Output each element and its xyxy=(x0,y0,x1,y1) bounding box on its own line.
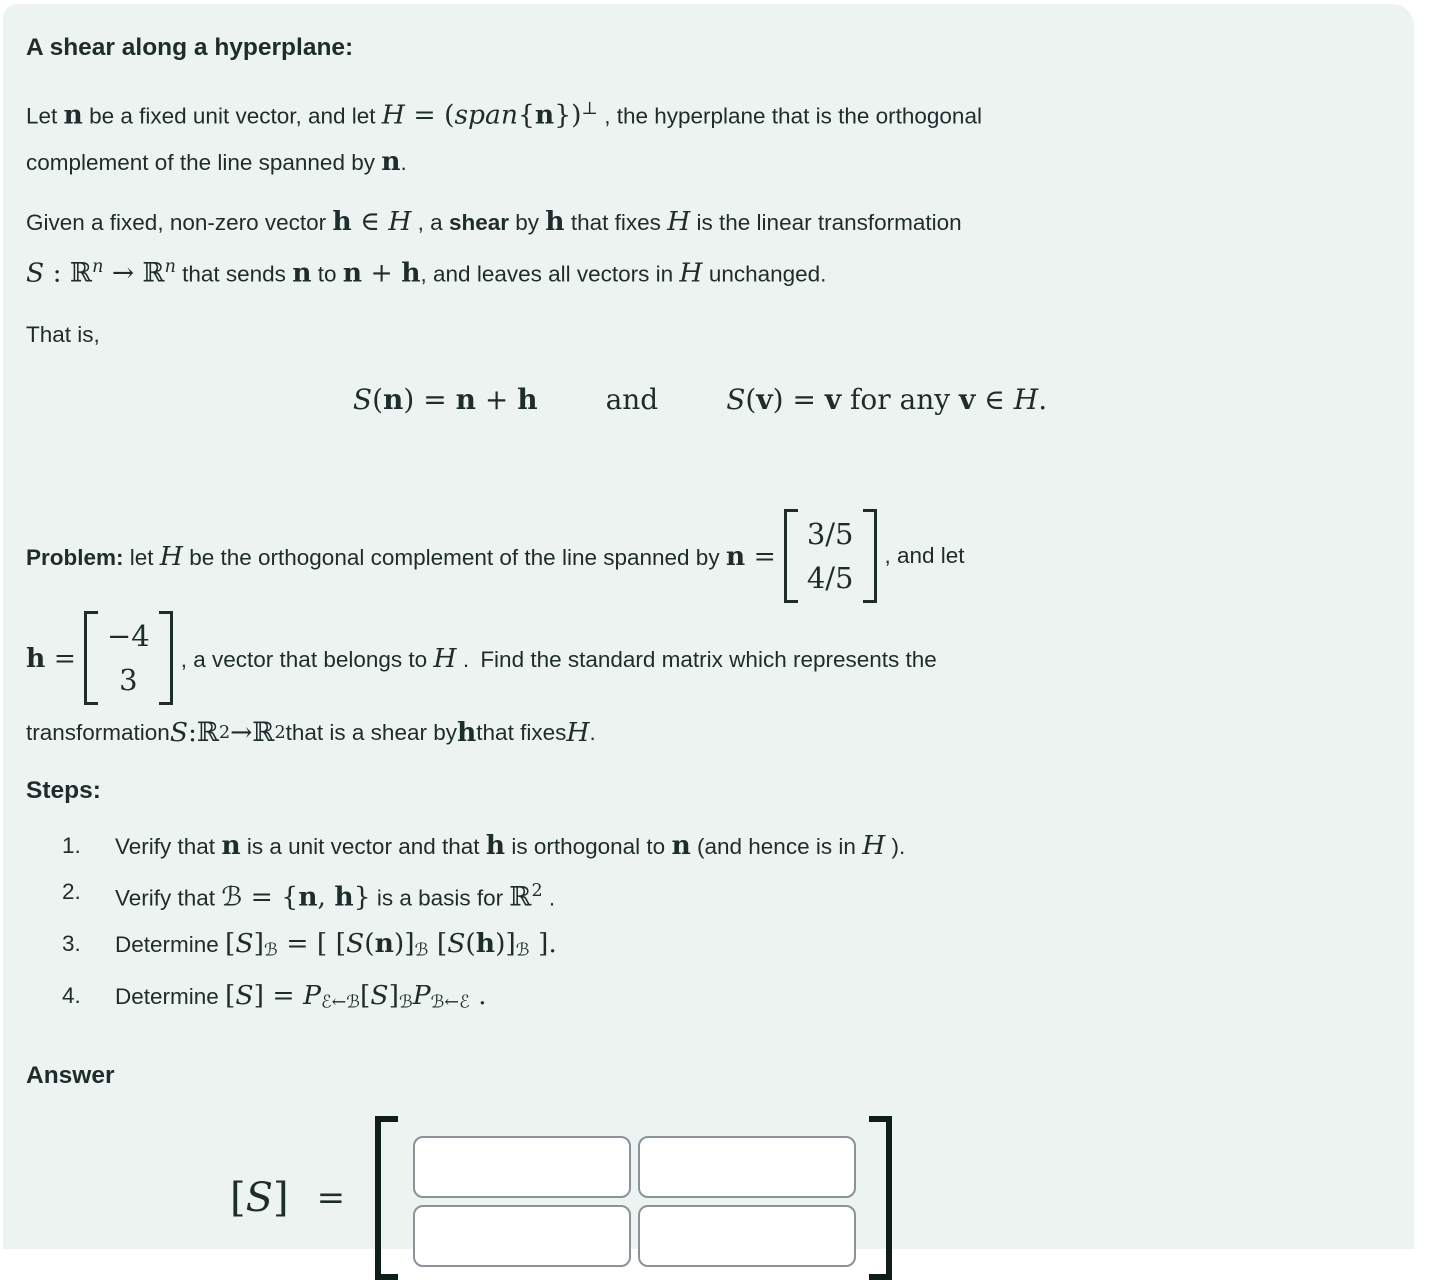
answer-matrix-grid xyxy=(413,1136,856,1267)
equation-lhs: S(n) = n + h xyxy=(353,379,538,421)
matrix-cell: 4/5 xyxy=(807,556,854,600)
step-text: Verify that ℬ = {n, h} is a basis for ℝ$^2$ . xyxy=(115,869,555,921)
right-bracket xyxy=(159,611,173,705)
matrix-cell: 3/5 xyxy=(807,512,854,556)
vector-h-matrix xyxy=(84,609,173,707)
steps-heading: Steps: xyxy=(26,777,1374,805)
equation-rhs: S(v) = v for any v ∈ H. xyxy=(726,379,1047,421)
equation-conjunction: and xyxy=(606,379,659,421)
step-text: Determine [S] = Pℰ←ℬ[S]ℬPℬ←ℰ . xyxy=(115,973,487,1026)
answer-lhs-S-bracketed: [S] xyxy=(230,1175,289,1221)
step-item-1 xyxy=(62,823,1374,869)
display-equation xyxy=(26,379,1374,421)
that-is-text: That is, xyxy=(26,312,1374,357)
problem-line-1 xyxy=(26,507,1374,605)
left-bracket xyxy=(784,509,798,603)
step-number: 1. xyxy=(62,823,115,869)
answer-matrix-right-bracket xyxy=(869,1116,892,1280)
step-number: 2. xyxy=(62,869,115,921)
intro-paragraph-1: Let n be a fixed unit vector, and let H = (span{n})⊥ , the hyperplane that is the orthogonal complement of the line spanned by n. xyxy=(26,87,1374,185)
matrix-cell: 3 xyxy=(107,658,150,702)
matrix-cell: −4 xyxy=(107,614,150,658)
step-number: 4. xyxy=(62,973,115,1026)
step-number: 3. xyxy=(62,921,115,974)
problem-line-2 xyxy=(26,609,1374,707)
right-bracket xyxy=(863,509,877,603)
intro-paragraph-2: Given a fixed, non-zero vector h ∈ H , a shear by h that fixes H is the linear transformation S : ℝ$^n$ → ℝ$^n$ that sends n to n + h, and leaves all vectors in H unchanged. xyxy=(26,199,1374,297)
steps-list xyxy=(62,823,1374,1026)
problem-line-3: transformation S : ℝ 2 → ℝ 2 that is a shear by h that fixes H . xyxy=(26,715,1374,751)
problem-line-1-tail: , and let xyxy=(885,543,965,569)
problem-line-1-text: Problem: let H be the orthogonal complement of the line spanned by n = xyxy=(26,541,776,572)
vector-n-matrix xyxy=(784,507,877,605)
step-item-2 xyxy=(62,869,1374,921)
step-text: Determine [S]ℬ = [ [S(n)]ℬ [S(h)]ℬ ]. xyxy=(115,921,557,974)
section-title: A shear along a hyperplane: xyxy=(26,34,1374,62)
equals-sign: = xyxy=(317,1178,346,1218)
matrix-entry-input-r1c1[interactable] xyxy=(413,1136,631,1198)
answer-heading: Answer xyxy=(26,1062,1374,1090)
answer-equation xyxy=(230,1116,1374,1280)
step-item-3 xyxy=(62,921,1374,974)
vector-h-label: h = xyxy=(26,643,76,674)
answer-matrix xyxy=(375,1116,892,1280)
problem-line-2-tail: , a vector that belongs to H . Find the standard matrix which represents the xyxy=(181,643,937,674)
step-text: Verify that n is a unit vector and that h is orthogonal to n (and hence is in H ). xyxy=(115,823,905,869)
answer-matrix-left-bracket xyxy=(375,1116,398,1280)
left-bracket xyxy=(84,611,98,705)
matrix-entry-input-r1c2[interactable] xyxy=(638,1136,856,1198)
matrix-entry-input-r2c1[interactable] xyxy=(413,1205,631,1267)
problem-card xyxy=(3,4,1414,1249)
matrix-entry-input-r2c2[interactable] xyxy=(638,1205,856,1267)
step-item-4 xyxy=(62,973,1374,1026)
